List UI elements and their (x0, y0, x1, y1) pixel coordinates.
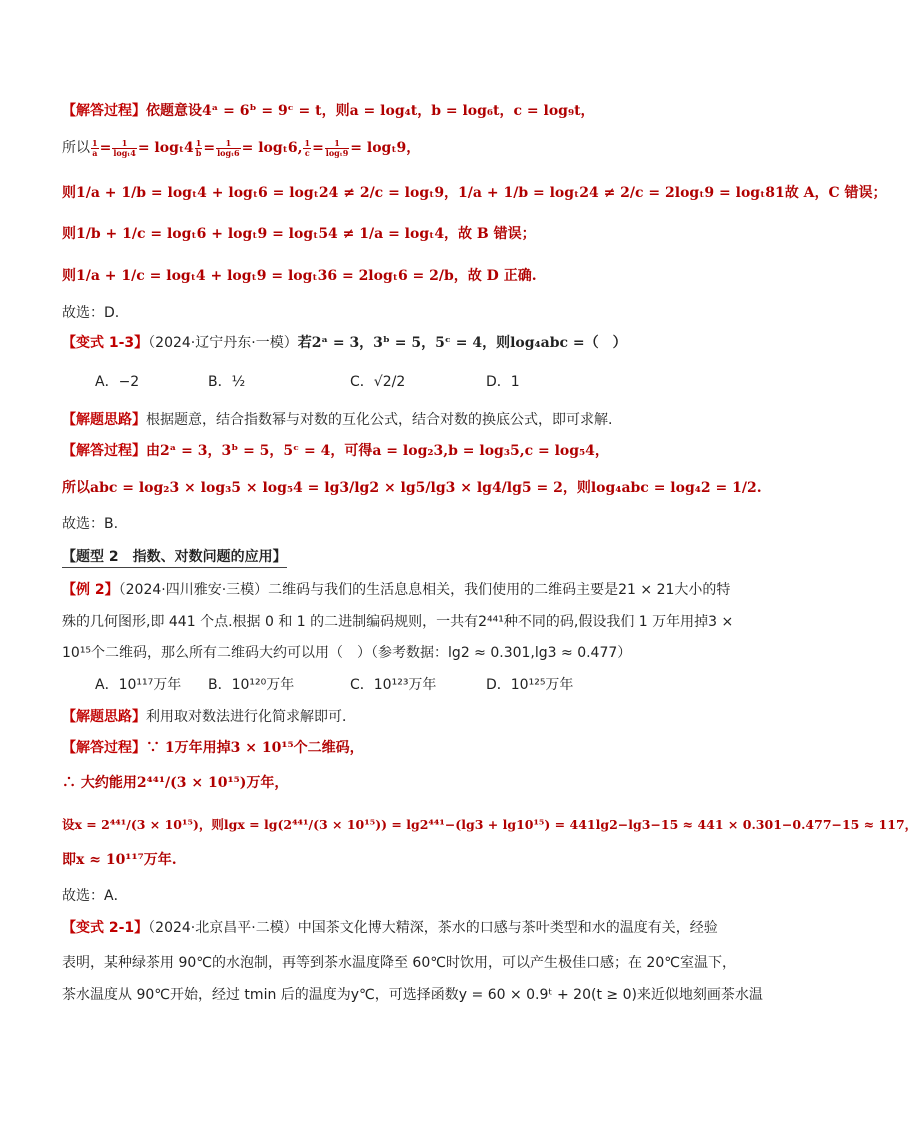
example-2-line-2: 殊的几何图形,即 441 个点.根据 0 和 1 的二进制编码规则，一共有2⁴⁴¹种不同的码,假设我们 1 万年用掉3 × (62, 614, 734, 630)
example-2-source: （2024·四川雅安·三模） (118, 582, 269, 598)
variant-1-3-option-c: C．√2/2 (350, 374, 406, 390)
process-tag: 【解答过程】 (62, 443, 146, 459)
answer-1: 故选：D. (62, 305, 120, 321)
idea-tag: 【解题思路】 (62, 412, 146, 428)
solution-line-2: 所以 $\frac{1}{a}$ = $\frac{1}{\text{logₜ4}}$ = logₜ4 $\frac{1}{b}$ = $\frac{1}{\text{logₜ6}}$ = logₜ6, $\frac{1}{c}$ = $\frac{1}{\text{logₜ9}}$ = logₜ9， (62, 137, 421, 158)
example-2-idea (62, 707, 734, 727)
example-2-process-2 (62, 773, 734, 793)
solution-line-1 (62, 101, 734, 121)
example-2-line-1 (62, 580, 734, 600)
example-2-process-3 (62, 815, 917, 835)
variant-1-3-question (62, 333, 734, 353)
variant-1-3-idea (62, 410, 734, 430)
type-2-heading: 【题型 2 指数、对数问题的应用】 (62, 546, 287, 568)
solution-line-4 (62, 224, 734, 244)
variant-2-1-line-3 (62, 985, 763, 1005)
example-2-process-4 (62, 850, 734, 870)
process-2-text-1: ∵ 1万年用掉3 × 10¹⁵个二维码， (146, 740, 364, 756)
example-2-line-3: 10¹⁵个二维码，那么所有二维码大约可以用（ ）（参考数据：lg2 ≈ 0.301,lg3 ≈ 0.477） (62, 645, 632, 661)
variant-2-1-source: （2024·北京昌平·二模） (148, 920, 298, 936)
variant-1-3-process-1 (62, 441, 734, 461)
variant-1-3-option-d: D．1 (486, 374, 520, 390)
process-tag-2: 【解答过程】 (62, 740, 146, 756)
solution-tag: 【解答过程】 (62, 103, 146, 119)
solution-line-3-text: 则1/a + 1/b = logₜ4 + logₜ6 = logₜ24 ≠ 2/c = logₜ9，1/a + 1/b = logₜ24 ≠ 2/c = 2logₜ9 = logₜ81故 A，C 错误； (62, 185, 887, 201)
idea-text: 根据题意，结合指数幂与对数的互化公式，结合对数的换底公式，即可求解. (146, 412, 613, 428)
example-2-process-1 (62, 738, 734, 758)
example-2-option-c: C．10¹²³万年 (350, 677, 437, 693)
solution-line-3 (62, 183, 887, 203)
variant-2-1-line-1 (62, 918, 734, 938)
solution-line-4-text: 则1/b + 1/c = logₜ6 + logₜ9 = logₜ54 ≠ 1/a = logₜ4，故 B 错误； (62, 226, 536, 242)
idea-text-2: 利用取对数法进行化简求解即可． (146, 709, 356, 725)
process-2-text-4: 即x ≈ 10¹¹⁷万年. (62, 852, 177, 868)
variant-1-3-stem: 若2ᵃ = 3，3ᵇ = 5，5ᶜ = 4，则log₄abc =（ ） (297, 335, 627, 351)
example-2-option-b: B．10¹²⁰万年 (208, 677, 295, 693)
example-2-option-a: A．10¹¹⁷万年 (95, 677, 182, 693)
variant-1-3-tag: 【变式 1-3】 (62, 335, 149, 351)
example-2-q1: 二维码与我们的生活息息相关，我们使用的二维码主要是21 × 21大小的特 (268, 582, 731, 598)
variant-1-3-option-a: A．−2 (95, 374, 140, 390)
solution-line-5 (62, 266, 734, 286)
solution-text: 依题意设4ᵃ = 6ᵇ = 9ᶜ = t，则a = log₄t，b = log₆t，c = log₉t， (146, 103, 595, 119)
variant-1-3-process-2 (62, 478, 762, 498)
variant-1-3-source: （2024·辽宁丹东·一模） (148, 335, 298, 351)
so-text: 所以 (62, 140, 90, 156)
solution-line-5-text: 则1/a + 1/c = logₜ4 + logₜ9 = logₜ36 = 2logₜ6 = 2/b，故 D 正确. (62, 268, 537, 284)
process-2-text-2: ∴ 大约能用2⁴⁴¹/(3 × 10¹⁵)万年， (62, 775, 289, 791)
process-text-2: 所以abc = log₂3 × log₃5 × log₅4 = lg3/lg2 × lg5/lg3 × lg4/lg5 = 2，则log₄abc = log₄2 = 1/2. (62, 480, 762, 496)
example-2-tag: 【例 2】 (62, 582, 119, 598)
example-2-option-d: D．10¹²⁵万年 (486, 677, 574, 693)
answer-2: 故选：B. (62, 516, 119, 532)
answer-3: 故选：A． (62, 888, 128, 904)
process-text: 由2ᵃ = 3，3ᵇ = 5，5ᶜ = 4，可得a = log₂3,b = log₃5,c = log₅4， (146, 443, 609, 459)
process-2-text-3: 设x = 2⁴⁴¹/(3 × 10¹⁵)，则lgx = lg(2⁴⁴¹/(3 × 10¹⁵)) = lg2⁴⁴¹−(lg3 + lg10¹⁵) = 441lg2−lg3−15 ≈ 441 × 0.301−0.477−15 ≈ 117， (62, 817, 917, 832)
variant-2-1-tag: 【变式 2-1】 (62, 920, 149, 936)
variant-1-3-option-b: B．½ (208, 374, 246, 390)
variant-2-1-line-2: 表明，某种绿茶用 90℃的水泡制，再等到茶水温度降至 60℃时饮用，可以产生极佳口感；在 20℃室温下， (62, 955, 736, 971)
variant-2-1-p1: 中国茶文化博大精深，茶水的口感与茶叶类型和水的温度有关，经验 (297, 920, 718, 936)
idea-tag-2: 【解题思路】 (62, 709, 146, 725)
variant-2-1-p3: 茶水温度从 90℃开始，经过 tmin 后的温度为y℃，可选择函数y = 60 × 0.9ᵗ + 20(t ≥ 0)来近似地刻画茶水温 (62, 987, 763, 1003)
